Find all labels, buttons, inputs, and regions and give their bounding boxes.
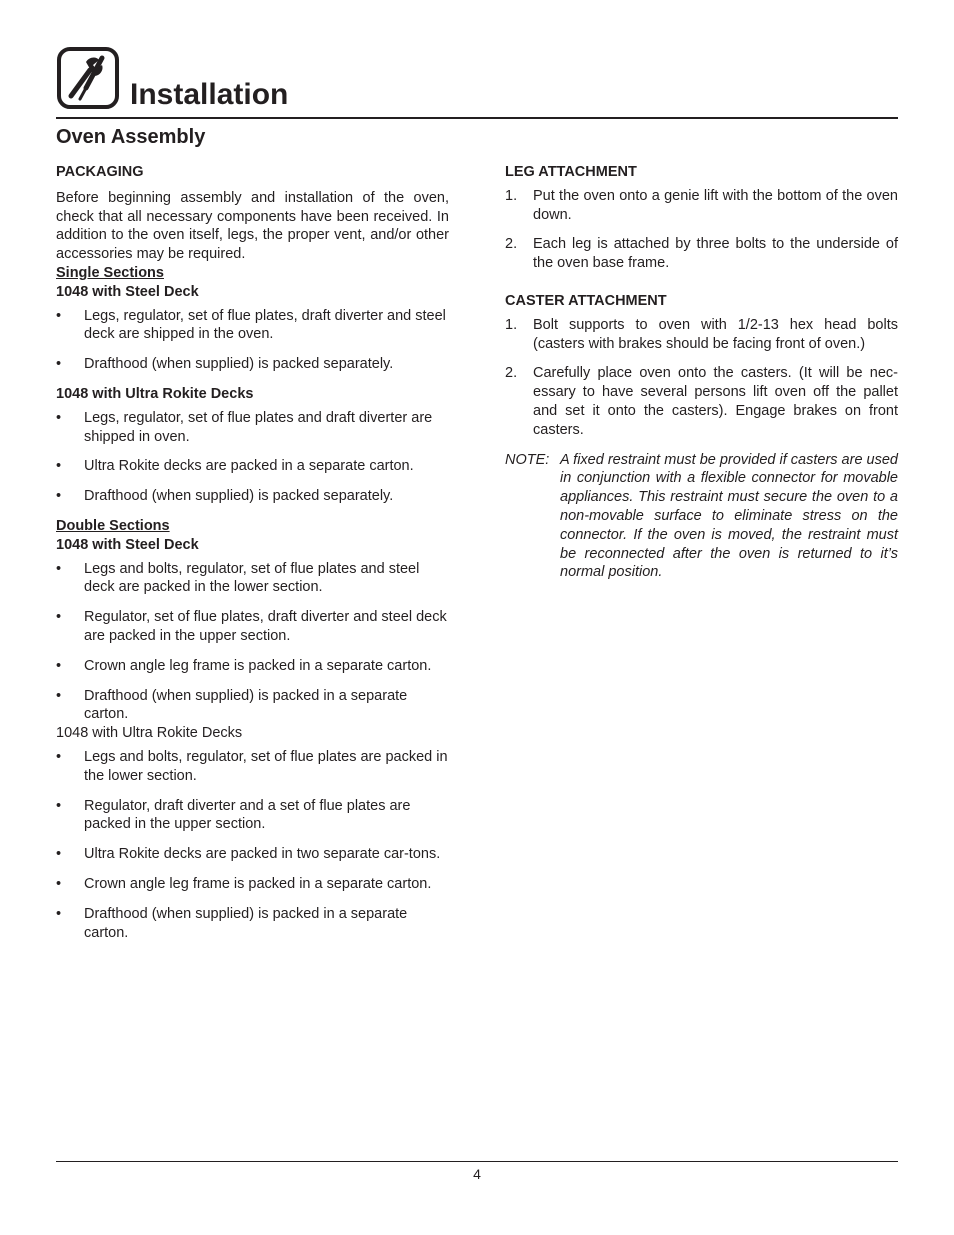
- bullet-marker: •: [56, 748, 62, 765]
- list-item: • Ultra Rokite decks are packed in two separate car-tons.: [56, 846, 441, 863]
- bullet-marker: •: [56, 687, 62, 704]
- right-column: [505, 163, 898, 582]
- bullet-marker: •: [56, 560, 62, 577]
- single-sections-heading: Single Sections: [56, 264, 164, 281]
- bullet-marker: •: [56, 797, 62, 814]
- list-item: • Legs, regulator, set of flue plates and draft diverter are shipped in oven.: [56, 409, 433, 445]
- list-item: • Regulator, set of flue plates, draft diverter and steel deck are packed in the upper section.: [56, 609, 447, 644]
- list-item: • Drafthood (when supplied) is packed in a separate carton.: [56, 905, 408, 941]
- packaging-paragraph: Before beginning assembly and installation of the oven, check that all necessary components have been received. In addition to the oven itself, legs, the proper vent, and/or other accessories may be required.: [56, 189, 449, 263]
- header-divider: [56, 117, 898, 119]
- single-steel-deck-heading: 1048 with Steel Deck: [56, 283, 199, 300]
- leg-attachment-heading: LEG ATTACHMENT: [505, 164, 637, 180]
- packaging-heading: PACKAGING: [56, 164, 144, 180]
- wrench-screwdriver-icon: [56, 46, 120, 110]
- step-number: 2.: [505, 365, 518, 382]
- caster-note: [505, 451, 898, 583]
- bullet-marker: •: [56, 488, 62, 505]
- list-item: • Ultra Rokite decks are packed in a separate carton.: [56, 458, 414, 475]
- list-item: • Drafthood (when supplied) is packed separately.: [56, 488, 394, 505]
- double-rokite-heading: 1048 with Ultra Rokite Decks: [56, 725, 243, 742]
- single-rokite-heading: 1048 with Ultra Rokite Decks: [56, 385, 254, 402]
- single-rokite-list: [56, 409, 449, 506]
- double-sections-heading: Double Sections: [56, 517, 170, 534]
- section-title: Oven Assembly: [56, 126, 206, 148]
- bullet-marker: •: [56, 657, 62, 674]
- single-steel-deck-list: [56, 307, 449, 374]
- bullet-marker: •: [56, 609, 62, 626]
- list-item: • Legs and bolts, regulator, set of flue plates are packed in the lower section.: [56, 748, 448, 784]
- page-title: Installation: [130, 78, 289, 111]
- left-column: [56, 163, 449, 942]
- note-text: A fixed restraint must be provided if casters are used in conjunction with a flexible connector for movable appliances. This restraint must secure the oven to a non-movable surface to eliminate stress on the connector. If the oven is moved, the restraint must be reconnected after the oven is returned to it’s normal position.: [560, 451, 898, 581]
- list-item: • Crown angle leg frame is packed in a separate carton.: [56, 875, 432, 892]
- list-item: • Regulator, draft diverter and a set of flue plates are packed in the upper section.: [56, 797, 411, 833]
- bullet-marker: •: [56, 846, 62, 863]
- list-item: • Drafthood (when supplied) is packed separately.: [56, 356, 394, 373]
- caster-attachment-steps: [505, 316, 898, 440]
- footer-divider: [56, 1161, 898, 1162]
- step-number: 2.: [505, 236, 518, 253]
- bullet-marker: •: [56, 875, 62, 892]
- list-item: 2. Carefully place oven onto the casters. (It will be nec-essary to have several persons lift oven off the pallet and set it onto the casters). Engage brakes on front casters.: [505, 365, 898, 438]
- list-item: 1. Bolt supports to oven with 1/2-13 hex head bolts (casters with brakes should be facing front of oven.): [505, 316, 898, 352]
- page-number: 4: [473, 1166, 481, 1182]
- caster-attachment-heading: CASTER ATTACHMENT: [505, 292, 667, 309]
- bullet-marker: •: [56, 356, 62, 373]
- list-item: • Crown angle leg frame is packed in a separate carton.: [56, 657, 432, 674]
- list-item: • Legs and bolts, regulator, set of flue plates and steel deck are packed in the lower section.: [56, 560, 420, 596]
- list-item: 1. Put the oven onto a genie lift with the bottom of the oven down.: [505, 187, 898, 223]
- step-number: 1.: [505, 187, 518, 204]
- bullet-marker: •: [56, 307, 62, 324]
- step-number: 1.: [505, 316, 518, 333]
- list-item: • Legs, regulator, set of flue plates, draft diverter and steel deck are shipped in the oven.: [56, 307, 446, 343]
- list-item: • Drafthood (when supplied) is packed in a separate carton.: [56, 687, 408, 723]
- bullet-marker: •: [56, 409, 62, 426]
- double-steel-deck-heading: 1048 with Steel Deck: [56, 536, 199, 553]
- bullet-marker: •: [56, 458, 62, 475]
- bullet-marker: •: [56, 905, 62, 922]
- double-steel-deck-list: [56, 560, 449, 725]
- list-item: 2. Each leg is attached by three bolts to the underside of the oven base frame.: [505, 236, 898, 272]
- leg-attachment-steps: [505, 187, 898, 273]
- note-label: NOTE:: [505, 451, 550, 468]
- double-rokite-list: [56, 748, 449, 942]
